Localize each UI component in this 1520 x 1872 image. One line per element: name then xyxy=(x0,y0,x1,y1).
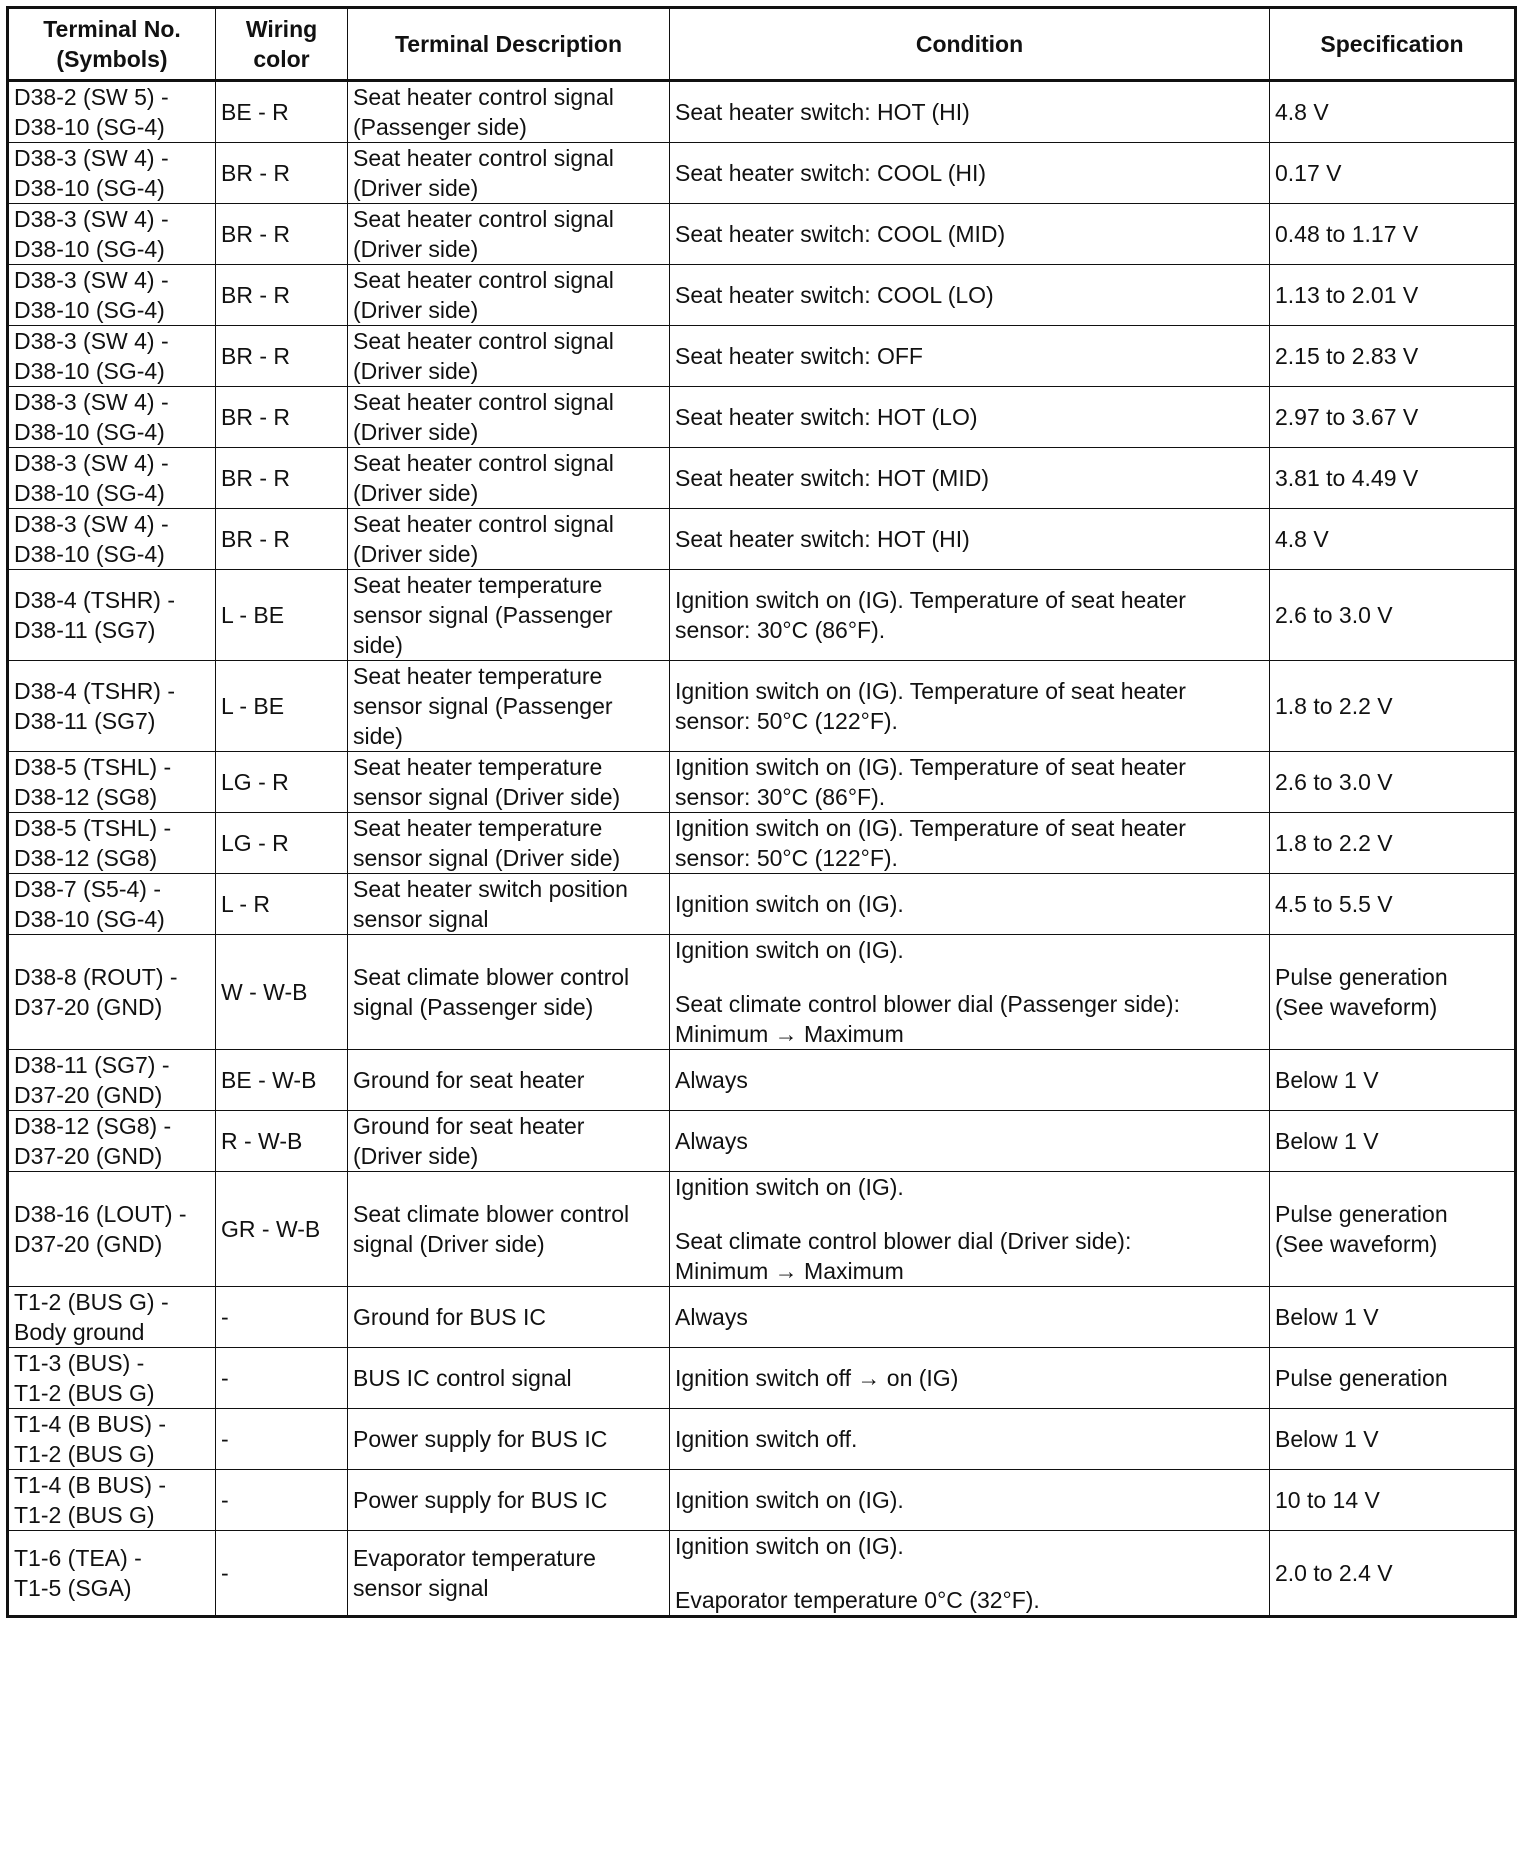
terminal-cell: D38-5 (TSHL) - D38-12 (SG8) xyxy=(8,752,216,813)
condition-line: Seat heater switch: HOT (HI) xyxy=(675,526,970,552)
terminal-cell: D38-3 (SW 4) - D38-10 (SG-4) xyxy=(8,143,216,204)
condition-line: Seat heater switch: COOL (HI) xyxy=(675,160,987,186)
condition-line: Seat heater switch: HOT (MID) xyxy=(675,465,989,491)
specification-cell: 2.0 to 2.4 V xyxy=(1270,1531,1516,1617)
specification-cell: Pulse generation (See waveform) xyxy=(1270,935,1516,1050)
description-cell: Seat heater control signal (Driver side) xyxy=(348,204,670,265)
table-row xyxy=(8,326,1516,387)
table-row xyxy=(8,143,1516,204)
table-row xyxy=(8,81,1516,143)
condition-cell xyxy=(670,326,1270,387)
description-cell: BUS IC control signal xyxy=(348,1348,670,1409)
description-cell: Ground for seat heater xyxy=(348,1050,670,1111)
condition-line: Seat heater switch: COOL (MID) xyxy=(675,221,1006,247)
description-cell: Seat heater temperature sensor signal (Passenger side) xyxy=(348,570,670,661)
specification-cell: Below 1 V xyxy=(1270,1050,1516,1111)
wiring-color-cell: - xyxy=(216,1348,348,1409)
terminal-spec-sheet xyxy=(6,6,1514,1618)
specification-cell: 2.97 to 3.67 V xyxy=(1270,387,1516,448)
terminal-cell: D38-2 (SW 5) - D38-10 (SG-4) xyxy=(8,81,216,143)
description-cell: Seat climate blower control signal (Driver side) xyxy=(348,1172,670,1287)
table-row xyxy=(8,1111,1516,1172)
condition-cell xyxy=(670,387,1270,448)
description-cell: Seat climate blower control signal (Passenger side) xyxy=(348,935,670,1050)
specification-cell: 1.8 to 2.2 V xyxy=(1270,813,1516,874)
table-row xyxy=(8,752,1516,813)
condition-cell xyxy=(670,1348,1270,1409)
table-row xyxy=(8,1287,1516,1348)
wiring-color-cell: LG - R xyxy=(216,752,348,813)
condition-line: Ignition switch off. xyxy=(675,1426,858,1452)
table-row xyxy=(8,448,1516,509)
header-row xyxy=(8,8,1516,81)
description-cell: Power supply for BUS IC xyxy=(348,1409,670,1470)
condition-line: Always xyxy=(675,1067,748,1093)
condition-line: Ignition switch on (IG). xyxy=(675,891,904,917)
specification-cell: 1.8 to 2.2 V xyxy=(1270,661,1516,752)
wiring-color-cell: W - W-B xyxy=(216,935,348,1050)
specification-cell: 0.17 V xyxy=(1270,143,1516,204)
table-row xyxy=(8,1172,1516,1287)
terminal-cell: T1-4 (B BUS) - T1-2 (BUS G) xyxy=(8,1470,216,1531)
condition-line: Evaporator temperature 0°C (32°F). xyxy=(675,1587,1040,1613)
terminal-cell: T1-6 (TEA) - T1-5 (SGA) xyxy=(8,1531,216,1617)
condition-cell xyxy=(670,1050,1270,1111)
condition-line: Always xyxy=(675,1128,748,1154)
specification-cell: 2.6 to 3.0 V xyxy=(1270,570,1516,661)
specification-cell: 4.5 to 5.5 V xyxy=(1270,874,1516,935)
wiring-color-cell: BE - R xyxy=(216,81,348,143)
header-condition: Condition xyxy=(670,8,1270,81)
condition-cell xyxy=(670,1409,1270,1470)
terminal-cell: D38-12 (SG8) - D37-20 (GND) xyxy=(8,1111,216,1172)
terminal-cell: D38-8 (ROUT) - D37-20 (GND) xyxy=(8,935,216,1050)
condition-cell xyxy=(670,1531,1270,1617)
specification-cell: Below 1 V xyxy=(1270,1111,1516,1172)
description-cell: Seat heater temperature sensor signal (Passenger side) xyxy=(348,661,670,752)
terminal-cell: D38-3 (SW 4) - D38-10 (SG-4) xyxy=(8,326,216,387)
terminal-cell: D38-3 (SW 4) - D38-10 (SG-4) xyxy=(8,448,216,509)
wiring-color-cell: BR - R xyxy=(216,448,348,509)
terminal-cell: T1-4 (B BUS) - T1-2 (BUS G) xyxy=(8,1409,216,1470)
table-row xyxy=(8,935,1516,1050)
condition-cell xyxy=(670,143,1270,204)
table-row xyxy=(8,1531,1516,1617)
condition-cell xyxy=(670,1287,1270,1348)
table-body xyxy=(8,81,1516,1617)
specification-cell: 3.81 to 4.49 V xyxy=(1270,448,1516,509)
terminal-cell: D38-5 (TSHL) - D38-12 (SG8) xyxy=(8,813,216,874)
header-terminal: Terminal No. (Symbols) xyxy=(8,8,216,81)
terminal-cell: D38-11 (SG7) - D37-20 (GND) xyxy=(8,1050,216,1111)
wiring-color-cell: L - R xyxy=(216,874,348,935)
wiring-color-cell: - xyxy=(216,1287,348,1348)
condition-cell xyxy=(670,509,1270,570)
description-cell: Power supply for BUS IC xyxy=(348,1470,670,1531)
description-cell: Seat heater switch position sensor signal xyxy=(348,874,670,935)
wiring-color-cell: BR - R xyxy=(216,326,348,387)
description-cell: Evaporator temperature sensor signal xyxy=(348,1531,670,1617)
terminal-cell: T1-3 (BUS) - T1-2 (BUS G) xyxy=(8,1348,216,1409)
condition-line: Ignition switch on (IG). xyxy=(675,1533,904,1559)
wiring-color-cell: R - W-B xyxy=(216,1111,348,1172)
condition-line: Seat heater switch: COOL (LO) xyxy=(675,282,994,308)
table-row xyxy=(8,1348,1516,1409)
specification-cell: Pulse generation xyxy=(1270,1348,1516,1409)
description-cell: Ground for seat heater (Driver side) xyxy=(348,1111,670,1172)
header-wiring-color: Wiring color xyxy=(216,8,348,81)
description-cell: Seat heater control signal (Driver side) xyxy=(348,509,670,570)
wiring-color-cell: - xyxy=(216,1470,348,1531)
table-row xyxy=(8,204,1516,265)
table-row xyxy=(8,265,1516,326)
table-row xyxy=(8,661,1516,752)
description-cell: Seat heater control signal (Driver side) xyxy=(348,448,670,509)
wiring-color-cell: BR - R xyxy=(216,387,348,448)
wiring-color-cell: - xyxy=(216,1409,348,1470)
description-cell: Seat heater control signal (Driver side) xyxy=(348,387,670,448)
wiring-color-cell: - xyxy=(216,1531,348,1617)
table-row xyxy=(8,1050,1516,1111)
condition-line: Ignition switch on (IG). Temperature of seat heater sensor: 50°C (122°F). xyxy=(675,678,1186,734)
condition-line: Ignition switch off → on (IG) xyxy=(675,1365,959,1391)
condition-cell xyxy=(670,874,1270,935)
wiring-color-cell: GR - W-B xyxy=(216,1172,348,1287)
specification-cell: Below 1 V xyxy=(1270,1409,1516,1470)
condition-cell xyxy=(670,570,1270,661)
table-row xyxy=(8,387,1516,448)
condition-line: Seat heater switch: OFF xyxy=(675,343,923,369)
terminal-cell: D38-3 (SW 4) - D38-10 (SG-4) xyxy=(8,387,216,448)
table-row xyxy=(8,813,1516,874)
wiring-color-cell: BR - R xyxy=(216,509,348,570)
condition-cell xyxy=(670,265,1270,326)
condition-cell xyxy=(670,204,1270,265)
terminal-cell: D38-16 (LOUT) - D37-20 (GND) xyxy=(8,1172,216,1287)
description-cell: Seat heater temperature sensor signal (Driver side) xyxy=(348,813,670,874)
wiring-color-cell: BR - R xyxy=(216,265,348,326)
description-cell: Seat heater control signal (Driver side) xyxy=(348,326,670,387)
wiring-color-cell: BR - R xyxy=(216,204,348,265)
specification-cell: Pulse generation (See waveform) xyxy=(1270,1172,1516,1287)
wiring-color-cell: L - BE xyxy=(216,661,348,752)
condition-cell xyxy=(670,81,1270,143)
condition-cell xyxy=(670,1172,1270,1287)
terminal-cell: D38-3 (SW 4) - D38-10 (SG-4) xyxy=(8,509,216,570)
header-specification: Specification xyxy=(1270,8,1516,81)
table-row xyxy=(8,570,1516,661)
condition-line: Seat heater switch: HOT (LO) xyxy=(675,404,978,430)
table-row xyxy=(8,509,1516,570)
table-row xyxy=(8,1409,1516,1470)
condition-line: Ignition switch on (IG). xyxy=(675,1487,904,1513)
condition-line: Seat heater switch: HOT (HI) xyxy=(675,99,970,125)
specification-cell: 4.8 V xyxy=(1270,81,1516,143)
condition-line: Seat climate control blower dial (Passenger side): Minimum → Maximum xyxy=(675,991,1180,1047)
specification-cell: 2.15 to 2.83 V xyxy=(1270,326,1516,387)
condition-cell xyxy=(670,661,1270,752)
terminal-cell: D38-3 (SW 4) - D38-10 (SG-4) xyxy=(8,265,216,326)
specification-cell: Below 1 V xyxy=(1270,1287,1516,1348)
table-header xyxy=(8,8,1516,81)
condition-line: Seat climate control blower dial (Driver side): Minimum → Maximum xyxy=(675,1228,1132,1284)
specification-cell: 1.13 to 2.01 V xyxy=(1270,265,1516,326)
specification-cell: 2.6 to 3.0 V xyxy=(1270,752,1516,813)
condition-cell xyxy=(670,1470,1270,1531)
condition-cell xyxy=(670,813,1270,874)
description-cell: Ground for BUS IC xyxy=(348,1287,670,1348)
table-row xyxy=(8,874,1516,935)
condition-line: Ignition switch on (IG). Temperature of seat heater sensor: 30°C (86°F). xyxy=(675,587,1186,643)
terminal-cell: D38-4 (TSHR) - D38-11 (SG7) xyxy=(8,570,216,661)
specification-cell: 4.8 V xyxy=(1270,509,1516,570)
condition-line: Ignition switch on (IG). xyxy=(675,937,904,963)
wiring-color-cell: L - BE xyxy=(216,570,348,661)
description-cell: Seat heater control signal (Driver side) xyxy=(348,143,670,204)
specification-cell: 0.48 to 1.17 V xyxy=(1270,204,1516,265)
description-cell: Seat heater control signal (Driver side) xyxy=(348,265,670,326)
condition-cell xyxy=(670,1111,1270,1172)
condition-cell xyxy=(670,448,1270,509)
condition-cell xyxy=(670,935,1270,1050)
condition-cell xyxy=(670,752,1270,813)
wiring-color-cell: BE - W-B xyxy=(216,1050,348,1111)
condition-line: Ignition switch on (IG). Temperature of seat heater sensor: 30°C (86°F). xyxy=(675,754,1186,810)
header-terminal-description: Terminal Description xyxy=(348,8,670,81)
condition-line: Always xyxy=(675,1304,748,1330)
condition-line: Ignition switch on (IG). xyxy=(675,1174,904,1200)
terminal-cell: D38-3 (SW 4) - D38-10 (SG-4) xyxy=(8,204,216,265)
terminal-cell: D38-7 (S5-4) - D38-10 (SG-4) xyxy=(8,874,216,935)
table-row xyxy=(8,1470,1516,1531)
terminal-cell: D38-4 (TSHR) - D38-11 (SG7) xyxy=(8,661,216,752)
wiring-color-cell: LG - R xyxy=(216,813,348,874)
description-cell: Seat heater temperature sensor signal (Driver side) xyxy=(348,752,670,813)
terminal-spec-table xyxy=(6,6,1517,1618)
wiring-color-cell: BR - R xyxy=(216,143,348,204)
terminal-cell: T1-2 (BUS G) - Body ground xyxy=(8,1287,216,1348)
condition-line: Ignition switch on (IG). Temperature of seat heater sensor: 50°C (122°F). xyxy=(675,815,1186,871)
specification-cell: 10 to 14 V xyxy=(1270,1470,1516,1531)
description-cell: Seat heater control signal (Passenger side) xyxy=(348,81,670,143)
